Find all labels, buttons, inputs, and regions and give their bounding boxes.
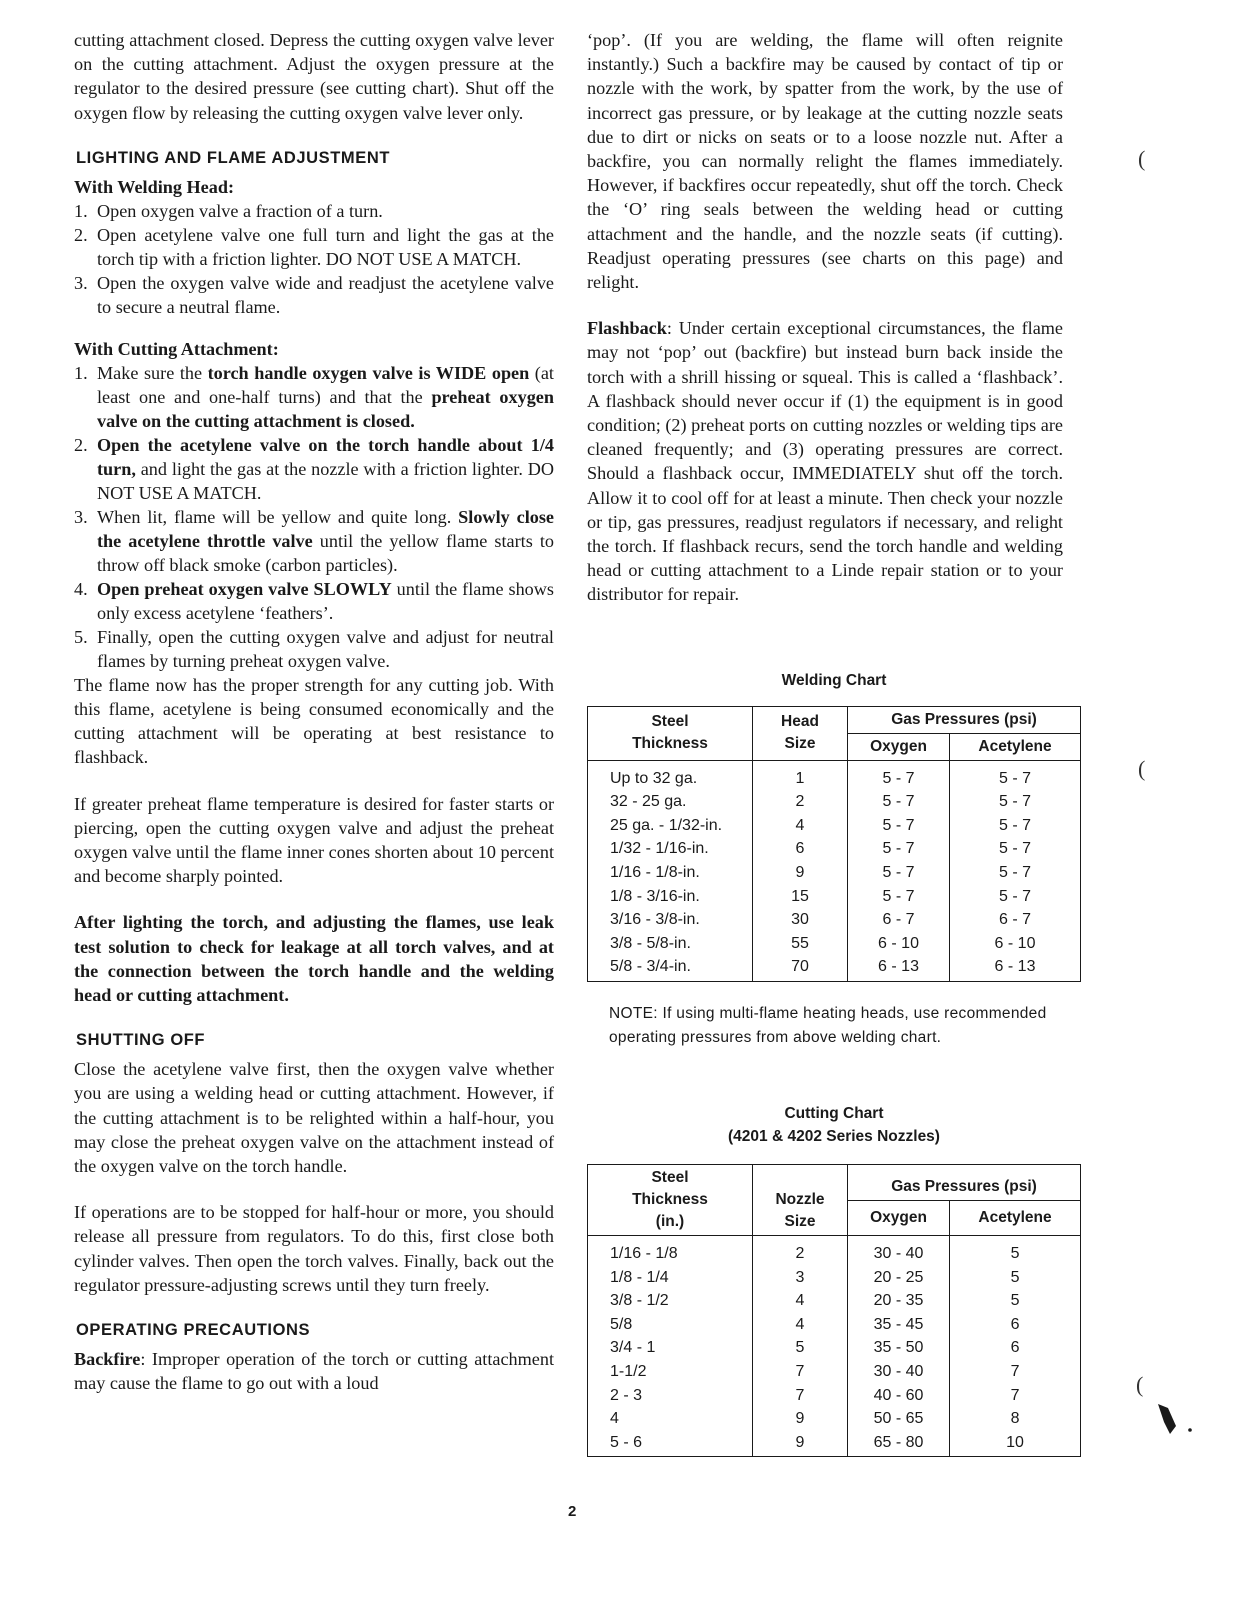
acetylene-cell: 6: [950, 1313, 1081, 1337]
size-cell: 4: [753, 1289, 848, 1313]
acetylene-cell: 5 - 7: [950, 760, 1081, 790]
acetylene-cell: 5 - 7: [950, 837, 1081, 861]
leak-test-paragraph: After lighting the torch, and adjusting the flames, use leak test solution to check for leakage at all torch valves, and at the connection between the torch handle and the welding head or cutting attachment.: [74, 912, 554, 1006]
thickness-cell: 5 - 6: [588, 1431, 753, 1457]
oxygen-cell: 40 - 60: [848, 1384, 950, 1408]
acetylene-cell: 5: [950, 1236, 1081, 1266]
size-cell: 7: [753, 1360, 848, 1384]
welding-steps: [74, 199, 554, 319]
acetylene-cell: 6 - 10: [950, 932, 1081, 956]
flashback-label: Flashback: [587, 318, 667, 339]
thickness-cell: 1/16 - 1/8-in.: [588, 861, 753, 885]
acetylene-cell: 5 - 7: [950, 861, 1081, 885]
intro-paragraph: cutting attachment closed. Depress the cutting oxygen valve lever on the cutting attachment. Adjust the oxygen pressure at the regulator to the desired pressure (see cutting chart). Shut off the oxygen flow by releasing the cutting oxygen valve lever only.: [74, 30, 554, 123]
oxygen-cell: 20 - 25: [848, 1266, 950, 1290]
cutting-chart-body: [588, 1236, 1081, 1457]
size-cell: 30: [753, 908, 848, 932]
table-row: [588, 1236, 1081, 1266]
acetylene-cell: 5 - 7: [950, 814, 1081, 838]
header-acetylene: Acetylene: [950, 733, 1081, 760]
thickness-cell: 5/8 - 3/4-in.: [588, 955, 753, 981]
table-row: [588, 955, 1081, 981]
flame-strength-paragraph: The flame now has the proper strength for any cutting job. With this flame, acetylene is being consumed economically and the cutting attachment will be operating at best resistance to flashback.: [74, 674, 554, 768]
table-row: [588, 1384, 1081, 1408]
size-cell: 4: [753, 814, 848, 838]
size-cell: 6: [753, 837, 848, 861]
cutting-step: 1. Make sure the torch handle oxygen valve is WIDE open (at least one and one-half turns) and that the preheat oxygen valve on the cutting attachment is closed.: [74, 362, 554, 431]
thickness-cell: 1/8 - 3/16-in.: [588, 885, 753, 909]
thickness-cell: 32 - 25 ga.: [588, 790, 753, 814]
acetylene-cell: 5 - 7: [950, 790, 1081, 814]
size-cell: 3: [753, 1266, 848, 1290]
size-cell: 2: [753, 1236, 848, 1266]
table-row: [588, 837, 1081, 861]
acetylene-cell: 5 - 7: [950, 885, 1081, 909]
size-cell: 1: [753, 760, 848, 790]
thickness-cell: 5/8: [588, 1313, 753, 1337]
greater-preheat-paragraph: If greater preheat flame temperature is desired for faster starts or piercing, open the cutting oxygen valve and adjust the preheat oxygen valve until the flame inner cones shorten about 10 percent and become sharply pointed.: [74, 793, 554, 887]
thickness-cell: 1/8 - 1/4: [588, 1266, 753, 1290]
oxygen-cell: 6 - 13: [848, 955, 950, 981]
thickness-cell: 4: [588, 1407, 753, 1431]
table-row: [588, 790, 1081, 814]
shutting-off-paragraph-1: Close the acetylene valve first, then the oxygen valve whether you are using a welding head or cutting attachment. However, if the cutting attachment is to be relighted within a half-hour, you may close the preheat oxygen valve on the attachment instead of the oxygen valve on the torch handle.: [74, 1059, 554, 1177]
right-column: [587, 28, 1063, 1457]
header-steel-thickness: Steel Thickness: [588, 706, 753, 760]
acetylene-cell: 8: [950, 1407, 1081, 1431]
flashback-paragraph: Flashback: Under certain exceptional circumstances, the flame may not ‘pop’ out (backfire) but instead burn back inside the torch with a shrill hissing or squeal. This is called a ‘flashback’. A flashback should never occur if (1) the equipment is in good condition; (2) preheat ports on cutting nozzles or welding tips are cleaned frequently; and (3) operating pressures are correct. Should a flashback occur, IMMEDIATELY shut off the torch. Allow it to cool off for at least a minute. Then check your nozzle or tip, gas pressures, readjust regulators if necessary, and relight the torch. If flashback recurs, send the torch handle and welding head or cutting attachment to a Linde repair station or to your distributor for repair.: [587, 318, 1063, 605]
table-row: [588, 814, 1081, 838]
oxygen-cell: 6 - 7: [848, 908, 950, 932]
oxygen-cell: 35 - 50: [848, 1336, 950, 1360]
thickness-cell: 1/32 - 1/16-in.: [588, 837, 753, 861]
welding-chart-title: Welding Chart: [781, 671, 887, 689]
table-row: [588, 885, 1081, 909]
thickness-cell: 3/4 - 1: [588, 1336, 753, 1360]
acetylene-cell: 5: [950, 1266, 1081, 1290]
oxygen-cell: 5 - 7: [848, 790, 950, 814]
cutting-attachment-label: With Cutting Attachment:: [74, 338, 279, 359]
backfire-continued-paragraph: ‘pop’. (If you are welding, the flame will often reignite instantly.) Such a backfire may be caused by contact of tip or nozzle with the work, by spatter from the work, by the use of incorrect gas pressure, or by leakage at the cutting nozzle seats due to dirt or nicks on seats or to a loose nozzle nut. After a backfire, you can normally relight the flames immediately. However, if backfires occur repeatedly, shut off the torch. Check the ‘O’ ring seals between the welding head or cutting attachment and the handle, and the nozzle seats (if cutting). Readjust operating pressures (see charts on this page) and relight.: [587, 30, 1063, 293]
cutting-step: 5. Finally, open the cutting oxygen valve and adjust for neutral flames by turning preheat oxygen valve.: [74, 626, 554, 671]
page-number: 2: [568, 1503, 577, 1520]
header-nozzle-size: Nozzle Size: [753, 1165, 848, 1236]
table-row: [588, 1407, 1081, 1431]
thickness-cell: 3/8 - 5/8-in.: [588, 932, 753, 956]
welding-step: 1. Open oxygen valve a fraction of a turn.: [74, 200, 383, 221]
size-cell: 70: [753, 955, 848, 981]
thickness-cell: 1-1/2: [588, 1360, 753, 1384]
shutting-off-heading: SHUTTING OFF: [76, 1031, 206, 1050]
welding-chart-note: NOTE: If using multi-flame heating heads, use recommended operating pressures from above welding chart.: [609, 1005, 1047, 1047]
acetylene-cell: 10: [950, 1431, 1081, 1457]
cutting-chart-title: Cutting Chart: [784, 1105, 884, 1123]
oxygen-cell: 6 - 10: [848, 932, 950, 956]
header-oxygen: Oxygen: [848, 733, 950, 760]
cutting-step: 4. Open preheat oxygen valve SLOWLY until the flame shows only excess acetylene ‘feathers’.: [74, 578, 554, 623]
size-cell: 55: [753, 932, 848, 956]
size-cell: 9: [753, 1407, 848, 1431]
table-row: [588, 1289, 1081, 1313]
acetylene-cell: 6 - 7: [950, 908, 1081, 932]
left-column: [74, 28, 554, 1395]
welding-step: 2. Open acetylene valve one full turn and light the gas at the torch tip with a friction lighter. DO NOT USE A MATCH.: [74, 224, 554, 269]
header-oxygen: Oxygen: [848, 1200, 950, 1236]
acetylene-cell: 5: [950, 1289, 1081, 1313]
thickness-cell: 2 - 3: [588, 1384, 753, 1408]
size-cell: 9: [753, 1431, 848, 1457]
operating-precautions-heading: OPERATING PRECAUTIONS: [76, 1321, 311, 1340]
oxygen-cell: 5 - 7: [848, 885, 950, 909]
acetylene-cell: 7: [950, 1360, 1081, 1384]
acetylene-cell: 6 - 13: [950, 955, 1081, 981]
backfire-label: Backfire: [74, 1349, 141, 1370]
oxygen-cell: 20 - 35: [848, 1289, 950, 1313]
cutting-chart-subtitle: (4201 & 4202 Series Nozzles): [728, 1128, 940, 1146]
table-row: [588, 760, 1081, 790]
margin-mark: (: [1136, 1372, 1144, 1397]
thickness-cell: Up to 32 ga.: [588, 760, 753, 790]
header-steel-thickness: Steel Thickness (in.): [588, 1165, 753, 1236]
oxygen-cell: 30 - 40: [848, 1236, 950, 1266]
welding-chart-table: [587, 706, 1081, 982]
table-row: [588, 861, 1081, 885]
size-cell: 15: [753, 885, 848, 909]
thickness-cell: 3/8 - 1/2: [588, 1289, 753, 1313]
size-cell: 2: [753, 790, 848, 814]
size-cell: 9: [753, 861, 848, 885]
table-row: [588, 908, 1081, 932]
thickness-cell: 25 ga. - 1/32-in.: [588, 814, 753, 838]
table-row: [588, 1431, 1081, 1457]
header-gas-pressures: Gas Pressures (psi): [848, 706, 1081, 733]
lighting-heading: LIGHTING AND FLAME ADJUSTMENT: [76, 148, 391, 167]
oxygen-cell: 30 - 40: [848, 1360, 950, 1384]
cutting-step: 3. When lit, flame will be yellow and quite long. Slowly close the acetylene throttle valve until the yellow flame starts to throw off black smoke (carbon particles).: [74, 506, 554, 575]
table-row: [588, 1360, 1081, 1384]
oxygen-cell: 5 - 7: [848, 837, 950, 861]
oxygen-cell: 50 - 65: [848, 1407, 950, 1431]
oxygen-cell: 5 - 7: [848, 814, 950, 838]
acetylene-cell: 7: [950, 1384, 1081, 1408]
table-row: [588, 1266, 1081, 1290]
welding-step: 3. Open the oxygen valve wide and readjust the acetylene valve to secure a neutral flame.: [74, 272, 554, 317]
shutting-off-paragraph-2: If operations are to be stopped for half-hour or more, you should release all pressure from regulators. To do this, first close both cylinder valves. Then open the torch valves. Finally, back out the regulator pressure-adjusting screws until they turn freely.: [74, 1202, 554, 1295]
welding-chart-body: [588, 760, 1081, 981]
margin-mark: (: [1138, 756, 1146, 781]
thickness-cell: 1/16 - 1/8: [588, 1236, 753, 1266]
size-cell: 5: [753, 1336, 848, 1360]
table-row: [588, 1313, 1081, 1337]
table-row: [588, 932, 1081, 956]
header-gas-pressures: Gas Pressures (psi): [848, 1165, 1081, 1201]
table-row: [588, 1336, 1081, 1360]
oxygen-cell: 35 - 45: [848, 1313, 950, 1337]
size-cell: 7: [753, 1384, 848, 1408]
welding-head-label: With Welding Head:: [74, 176, 235, 197]
binder-hole-mark-icon: [1154, 1400, 1200, 1442]
size-cell: 4: [753, 1313, 848, 1337]
oxygen-cell: 5 - 7: [848, 760, 950, 790]
margin-mark: (: [1138, 146, 1146, 171]
oxygen-cell: 5 - 7: [848, 861, 950, 885]
backfire-paragraph: Backfire: Improper operation of the torch or cutting attachment may cause the flame to go out with a loud: [74, 1349, 554, 1394]
header-acetylene: Acetylene: [950, 1200, 1081, 1236]
header-head-size: Head Size: [753, 706, 848, 760]
thickness-cell: 3/16 - 3/8-in.: [588, 908, 753, 932]
oxygen-cell: 65 - 80: [848, 1431, 950, 1457]
cutting-step: 2. Open the acetylene valve on the torch handle about 1/4 turn, and light the gas at the nozzle with a friction lighter. DO NOT USE A MATCH.: [74, 434, 554, 503]
acetylene-cell: 6: [950, 1336, 1081, 1360]
cutting-chart-table: [587, 1164, 1081, 1457]
cutting-steps: [74, 361, 554, 673]
